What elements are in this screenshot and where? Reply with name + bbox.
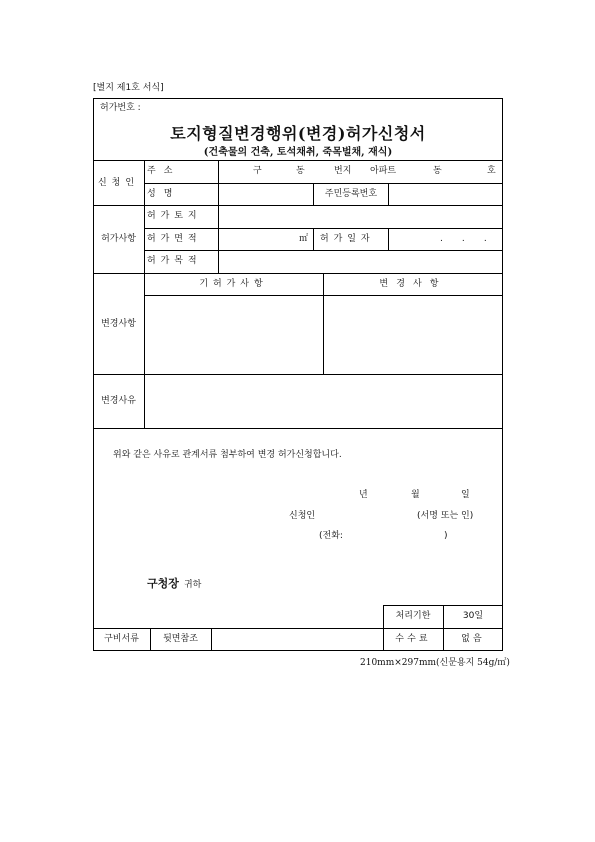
form-number-tag: [별지 제1호 서식] [93,83,164,93]
address-gu: 구 [253,166,262,176]
address-building-dong: 동 [433,166,442,176]
year-label: 년 [359,490,368,500]
paper-spec: 210mm×297mm(신문용지 54g/㎡) [360,658,510,668]
signature-note: (서명 또는 인) [417,511,474,521]
divider [93,160,503,161]
applicant-section-label: 신청인 [98,178,139,188]
addressee-suffix: 귀하 [183,580,202,590]
reason-section-label: 변경사유 [101,396,136,406]
permit-number-label: 허가번호 : [100,103,141,113]
addressee [147,572,201,591]
permit-area-label: 허가면적 [147,234,202,244]
permit-land-field[interactable] [219,206,502,227]
existing-permit-field[interactable] [145,296,322,373]
divider [211,628,212,651]
permit-purpose-label: 허가목적 [147,256,202,266]
permit-section-label: 허가사항 [101,234,136,244]
address-ho: 호 [487,166,496,176]
required-documents-label: 구비서류 [104,634,139,644]
form-title: 토지형질변경행위(변경)허가신청서 [170,124,426,143]
fee-value: 없음 [461,634,485,644]
month-label: 월 [411,490,420,500]
area-unit: ㎡ [299,234,309,244]
applicant-signature-label: 신청인 [289,511,316,521]
change-items-field[interactable] [324,296,502,373]
permit-purpose-field[interactable] [219,251,502,272]
permit-date-label: 허가일자 [320,234,375,244]
divider [144,228,503,229]
rrn-label: 주민등록번호 [324,189,378,199]
address-apartment: 아파트 [370,166,397,176]
phone-label: (전화: [319,531,343,541]
processing-period-value: 30일 [462,611,484,621]
divider [93,273,503,274]
divider [93,628,503,629]
existing-permit-header: 기허가사항 [199,279,268,289]
address-label: 주소 [147,166,181,176]
required-documents-value: 뒷면참조 [163,634,198,644]
name-field[interactable] [219,184,312,204]
addressee-title: 구청장 [147,577,179,590]
changes-section-label: 변경사항 [101,319,136,329]
reason-field[interactable] [145,375,502,427]
divider [388,228,389,250]
declaration-statement: 위와 같은 사유로 관계서류 첨부하여 변경 허가신청합니다. [113,450,342,460]
permit-date-field[interactable]: . . . [440,234,495,244]
phone-close: ) [444,531,448,541]
processing-period-label: 처리기한 [395,611,431,621]
address-bunji: 번지 [334,166,352,176]
change-items-header: 변경사항 [379,279,447,289]
divider [93,428,503,429]
divider [313,228,314,250]
fee-label: 수수료 [395,634,431,644]
permit-land-label: 허가토지 [147,211,202,221]
address-dong: 동 [296,166,305,176]
rrn-field[interactable] [389,184,502,204]
day-label: 일 [461,490,470,500]
form-subtitle: (건축물의 건축, 토석채취, 죽목벌채, 재식) [203,147,393,158]
name-label: 성명 [147,189,181,199]
